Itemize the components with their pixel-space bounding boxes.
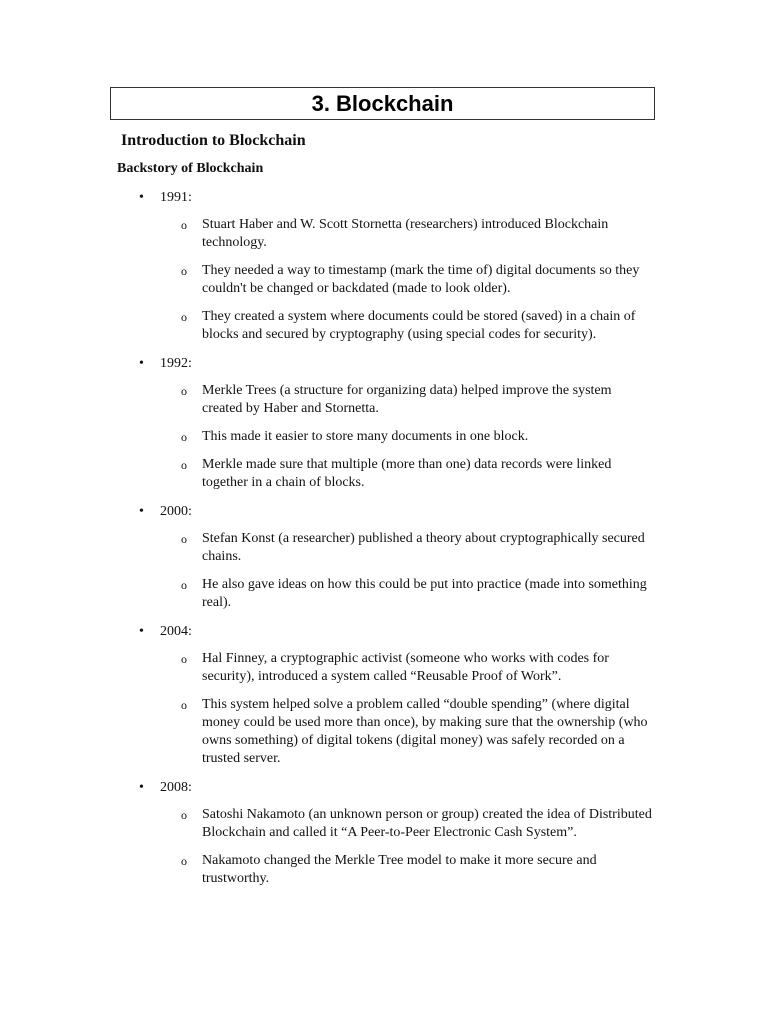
title-box: [110, 87, 655, 120]
sub-point-list: [0, 216, 768, 344]
year-label: 1991:: [160, 190, 192, 205]
sub-point-item: [0, 262, 768, 298]
sub-point-list: [0, 806, 768, 888]
sub-point-text: This system helped solve a problem called “double spending” (where digital money could be used more than once), by making sure that the ownership (who owns something) of digital tokens (digital money) was safely recorded on a trusted server.: [202, 697, 648, 766]
sub-point-text: They created a system where documents could be stored (saved) in a chain of blocks and secured by cryptography (using special codes for security).: [202, 309, 636, 342]
circle-bullet-icon: o: [181, 264, 187, 278]
sub-point-text: Nakamoto changed the Merkle Tree model to make it more secure and trustworthy.: [202, 853, 597, 886]
circle-bullet-icon: o: [181, 578, 187, 592]
section-heading: Introduction to Blockchain: [121, 132, 306, 149]
year-label: 1992:: [160, 356, 192, 371]
sub-point-item: [0, 696, 768, 768]
sub-point-item: [0, 456, 768, 492]
sub-point-item: [0, 806, 768, 842]
bullet-icon: •: [139, 780, 144, 795]
sub-point-text: Stefan Konst (a researcher) published a theory about cryptographically secured chains.: [202, 531, 645, 564]
circle-bullet-icon: o: [181, 384, 187, 398]
sub-point-item: [0, 530, 768, 566]
timeline-year-item: [0, 778, 768, 888]
circle-bullet-icon: o: [181, 652, 187, 666]
circle-bullet-icon: o: [181, 310, 187, 324]
year-row: [0, 778, 768, 797]
timeline-year-item: [0, 188, 768, 344]
sub-point-text: Merkle Trees (a structure for organizing data) helped improve the system created by Haber and Stornetta.: [202, 383, 612, 416]
circle-bullet-icon: o: [181, 430, 187, 444]
sub-point-text: Stuart Haber and W. Scott Stornetta (researchers) introduced Blockchain technology.: [202, 217, 609, 250]
bullet-icon: •: [139, 504, 144, 519]
year-label: 2000:: [160, 504, 192, 519]
timeline-year-item: [0, 354, 768, 492]
year-label: 2008:: [160, 780, 192, 795]
year-row: [0, 188, 768, 207]
sub-point-item: [0, 650, 768, 686]
circle-bullet-icon: o: [181, 458, 187, 472]
bullet-icon: •: [139, 624, 144, 639]
sub-point-list: [0, 650, 768, 768]
circle-bullet-icon: o: [181, 854, 187, 868]
sub-point-list: [0, 530, 768, 612]
sub-point-item: [0, 428, 768, 446]
sub-point-item: [0, 308, 768, 344]
sub-point-item: [0, 852, 768, 888]
sub-point-text: This made it easier to store many documents in one block.: [202, 429, 529, 444]
circle-bullet-icon: o: [181, 218, 187, 232]
bullet-icon: •: [139, 190, 144, 205]
sub-point-text: They needed a way to timestamp (mark the time of) digital documents so they couldn't be changed or backdated (made to look older).: [202, 263, 640, 296]
sub-point-item: [0, 216, 768, 252]
page-title: 3. Blockchain: [311, 91, 454, 116]
sub-point-item: [0, 576, 768, 612]
sub-point-text: Merkle made sure that multiple (more than one) data records were linked together in a chain of blocks.: [202, 457, 612, 490]
year-label: 2004:: [160, 624, 192, 639]
sub-point-list: [0, 382, 768, 492]
timeline-list: [0, 188, 768, 898]
timeline-year-item: [0, 622, 768, 768]
circle-bullet-icon: o: [181, 532, 187, 546]
year-row: [0, 354, 768, 373]
sub-point-item: [0, 382, 768, 418]
sub-point-text: He also gave ideas on how this could be put into practice (made into something real).: [202, 577, 647, 610]
subsection-heading: Backstory of Blockchain: [117, 161, 264, 176]
year-row: [0, 502, 768, 521]
sub-point-text: Hal Finney, a cryptographic activist (someone who works with codes for security), introduced a system called “Reusable Proof of Work”.: [202, 651, 609, 684]
sub-point-text: Satoshi Nakamoto (an unknown person or group) created the idea of Distributed Blockchain and called it “A Peer-to-Peer Electronic Cash System”.: [202, 807, 652, 840]
circle-bullet-icon: o: [181, 808, 187, 822]
year-row: [0, 622, 768, 641]
timeline-year-item: [0, 502, 768, 612]
circle-bullet-icon: o: [181, 698, 187, 712]
bullet-icon: •: [139, 356, 144, 371]
